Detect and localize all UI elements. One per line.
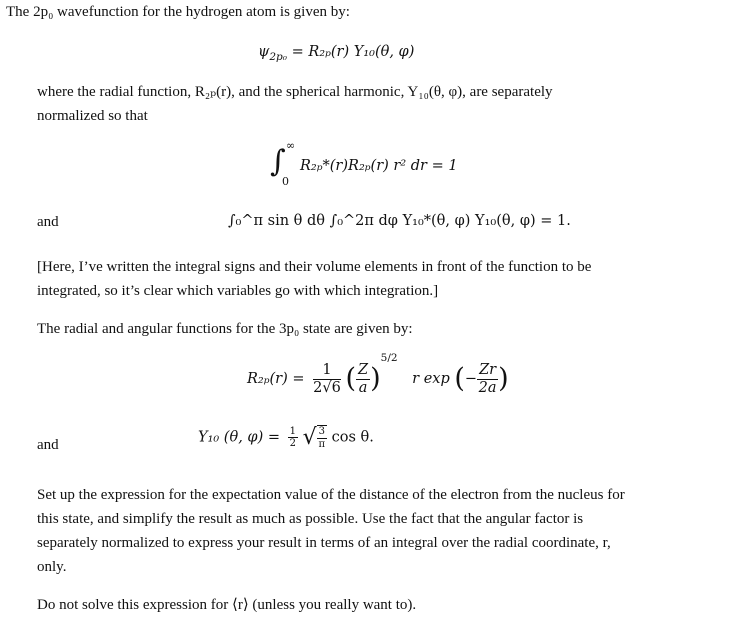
harmonic-lhs: Y₁₀ (θ, φ) = — [198, 429, 280, 446]
psi-equation — [258, 43, 414, 64]
psi-symbol: ψ — [258, 44, 270, 60]
integral-sign: ∫ — [270, 144, 286, 179]
coefficient-numerator: 1 — [313, 362, 341, 380]
exponent-denominator: 2a — [478, 379, 497, 396]
task-line-1: Set up the expression for the expectation value of the distance of the electron from the nucleus for — [37, 487, 625, 503]
power-exponent: 5/2 — [380, 352, 398, 364]
psi-rhs: = R₂ₚ(r) Y₁₀(θ, φ) — [291, 44, 415, 60]
psi-subscript: 2p₀ — [269, 51, 287, 63]
note-line-1: [Here, I’ve written the integral signs and their volume elements in front of the function to be — [37, 259, 592, 275]
radial-integrand: R₂ₚ*(r)R₂ₚ(r) r² dr = 1 — [300, 158, 458, 174]
radial-lhs: R₂ₚ(r) = — [247, 370, 305, 387]
task-line-2: this state, and simplify the result as much as possible. Use the fact that the angular factor is — [37, 511, 584, 527]
root-denominator: π — [318, 438, 326, 450]
functions-intro: The radial and angular functions for the 3p₀ state are given by: — [37, 321, 413, 337]
spherical-harmonic-equation — [198, 424, 374, 452]
intro-text: The 2p₀ wavefunction for the hydrogen atom is given by: — [6, 4, 350, 20]
half-numerator: 1 — [289, 425, 296, 437]
final-instruction: Do not solve this expression for ⟨r⟩ (unless you really want to). — [37, 597, 417, 613]
and-label-2: and — [37, 437, 59, 453]
half-fraction — [288, 426, 298, 450]
exponent-numerator: Zr — [479, 361, 497, 378]
coefficient-fraction — [313, 362, 341, 396]
angular-normalization-equation: ∫₀^π sin θ dθ ∫₀^2π dφ Y₁₀*(θ, φ) Y₁₀(θ, φ) = 1. — [228, 213, 571, 229]
sqrt-sign: √ — [302, 425, 317, 450]
coefficient-denominator: 2√6 — [313, 379, 341, 396]
integral-lower-limit: 0 — [282, 175, 289, 188]
z-over-a-fraction — [356, 362, 370, 396]
and-label-1: and — [37, 214, 59, 230]
task-line-4: only. — [37, 559, 67, 575]
where-line-1: where the radial function, R₂ₚ(r), and the spherical harmonic, Y₁₀(θ, φ), are separately — [37, 84, 553, 100]
task-line-3: separately normalized to express your result in terms of an integral over the radial coordinate, r, — [37, 535, 611, 551]
where-line-2: normalized so that — [37, 108, 148, 124]
z-numerator: Z — [358, 361, 369, 378]
note-line-2: integrated, so it’s clear which variables go with which integration.] — [37, 283, 439, 299]
root-fraction — [317, 425, 327, 450]
exp-minus: − — [464, 370, 478, 387]
a-denominator: a — [358, 379, 368, 396]
radial-function-equation: R₂ₚ(r) = $\frac{1}{2√6}$ ( $\frac{Z}{a}$ )$^{5/2}$ r exp (− $\frac{Zr}{2a}$ ) — [247, 352, 509, 396]
r-exp-text: r exp — [412, 370, 450, 387]
harmonic-tail: cos θ. — [331, 429, 374, 446]
integral-upper-limit: ∞ — [286, 139, 296, 152]
root-numerator: 3 — [318, 426, 325, 438]
radial-normalization-equation — [270, 139, 458, 188]
half-denominator: 2 — [289, 438, 296, 450]
exponent-fraction — [477, 362, 498, 396]
